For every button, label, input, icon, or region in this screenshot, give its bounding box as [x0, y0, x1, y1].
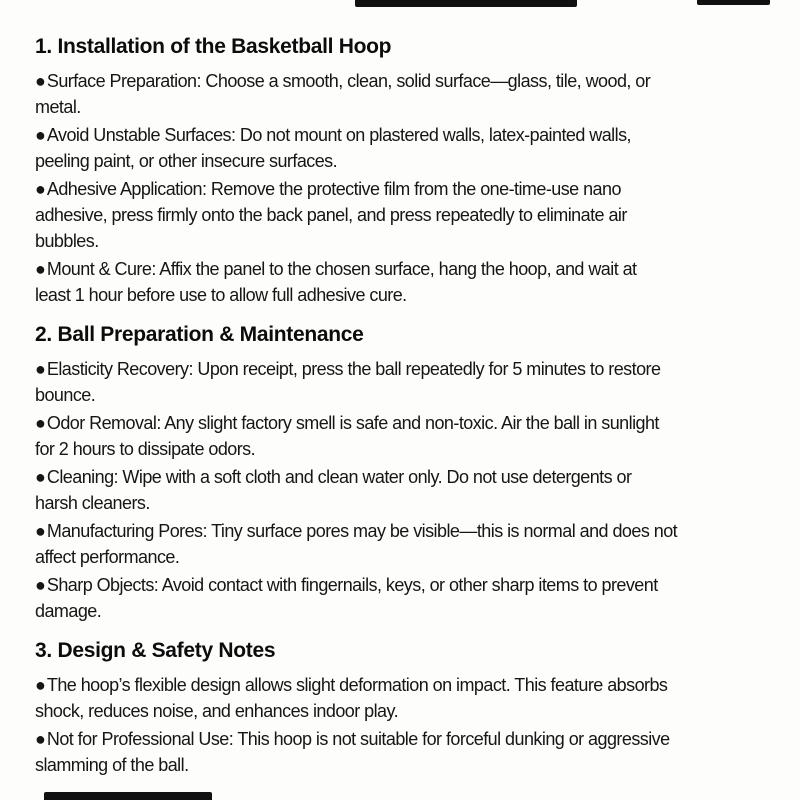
bullet-icon: ●: [35, 575, 46, 595]
list-item: [35, 672, 772, 724]
list-item: [35, 122, 772, 174]
item-line: shock, reduces noise, and enhances indoor play.: [35, 701, 399, 721]
list-item: [35, 68, 772, 120]
item-line: Adhesive Application: Remove the protective film from the one-time-use nano: [46, 179, 621, 199]
item-line: Cleaning: Wipe with a soft cloth and clean water only. Do not use detergents or: [46, 467, 632, 487]
item-line: adhesive, press firmly onto the back panel, and press repeatedly to eliminate air: [35, 205, 627, 225]
bullet-icon: ●: [35, 675, 46, 695]
list-item: [35, 572, 772, 624]
item-line: Surface Preparation: Choose a smooth, clean, solid surface—glass, tile, wood, or: [46, 71, 651, 91]
section-heading-installation: 1. Installation of the Basketball Hoop: [35, 35, 392, 58]
list-item: [35, 518, 772, 570]
item-line: Mount & Cure: Affix the panel to the chosen surface, hang the hoop, and wait at: [46, 259, 637, 279]
list-item: [35, 176, 772, 254]
bullet-icon: ●: [35, 179, 46, 199]
bullet-icon: ●: [35, 71, 46, 91]
item-line: bubbles.: [35, 231, 99, 251]
list-item: [35, 726, 772, 778]
bullet-icon: ●: [35, 413, 46, 433]
item-line: Manufacturing Pores: Tiny surface pores may be visible—this is normal and does not: [46, 521, 678, 541]
item-line: for 2 hours to dissipate odors.: [35, 439, 256, 459]
section-heading-design-safety: 3. Design & Safety Notes: [35, 639, 276, 662]
manual-document: [35, 34, 772, 780]
cutoff-title-fragment-left: [355, 0, 577, 7]
section-heading-ball-maintenance: 2. Ball Preparation & Maintenance: [35, 323, 364, 346]
item-line: bounce.: [35, 385, 96, 405]
item-line: peeling paint, or other insecure surfaces.: [35, 151, 338, 171]
item-line: metal.: [35, 97, 81, 117]
item-line: Avoid Unstable Surfaces: Do not mount on plastered walls, latex-painted walls,: [46, 125, 631, 145]
list-item: [35, 410, 772, 462]
item-line: Sharp Objects: Avoid contact with fingernails, keys, or other sharp items to prevent: [46, 575, 658, 595]
cutoff-next-heading-fragment: [44, 792, 212, 800]
bullet-icon: ●: [35, 259, 46, 279]
item-line: slamming of the ball.: [35, 755, 189, 775]
item-line: Elasticity Recovery: Upon receipt, press the ball repeatedly for 5 minutes to restore: [46, 359, 661, 379]
list-item: [35, 356, 772, 408]
item-line: harsh cleaners.: [35, 493, 150, 513]
item-line: damage.: [35, 601, 102, 621]
list-item: [35, 256, 772, 308]
item-line: Odor Removal: Any slight factory smell is safe and non-toxic. Air the ball in sunlight: [46, 413, 659, 433]
item-line: Not for Professional Use: This hoop is not suitable for forceful dunking or aggressive: [46, 729, 670, 749]
bullet-icon: ●: [35, 359, 46, 379]
bullet-icon: ●: [35, 467, 46, 487]
cutoff-title-fragment-right: [697, 0, 770, 5]
bullet-icon: ●: [35, 729, 46, 749]
item-line: affect performance.: [35, 547, 180, 567]
item-line: least 1 hour before use to allow full adhesive cure.: [35, 285, 407, 305]
bullet-icon: ●: [35, 521, 46, 541]
item-line: The hoop’s flexible design allows slight deformation on impact. This feature absorbs: [46, 675, 668, 695]
bullet-icon: ●: [35, 125, 46, 145]
list-item: [35, 464, 772, 516]
